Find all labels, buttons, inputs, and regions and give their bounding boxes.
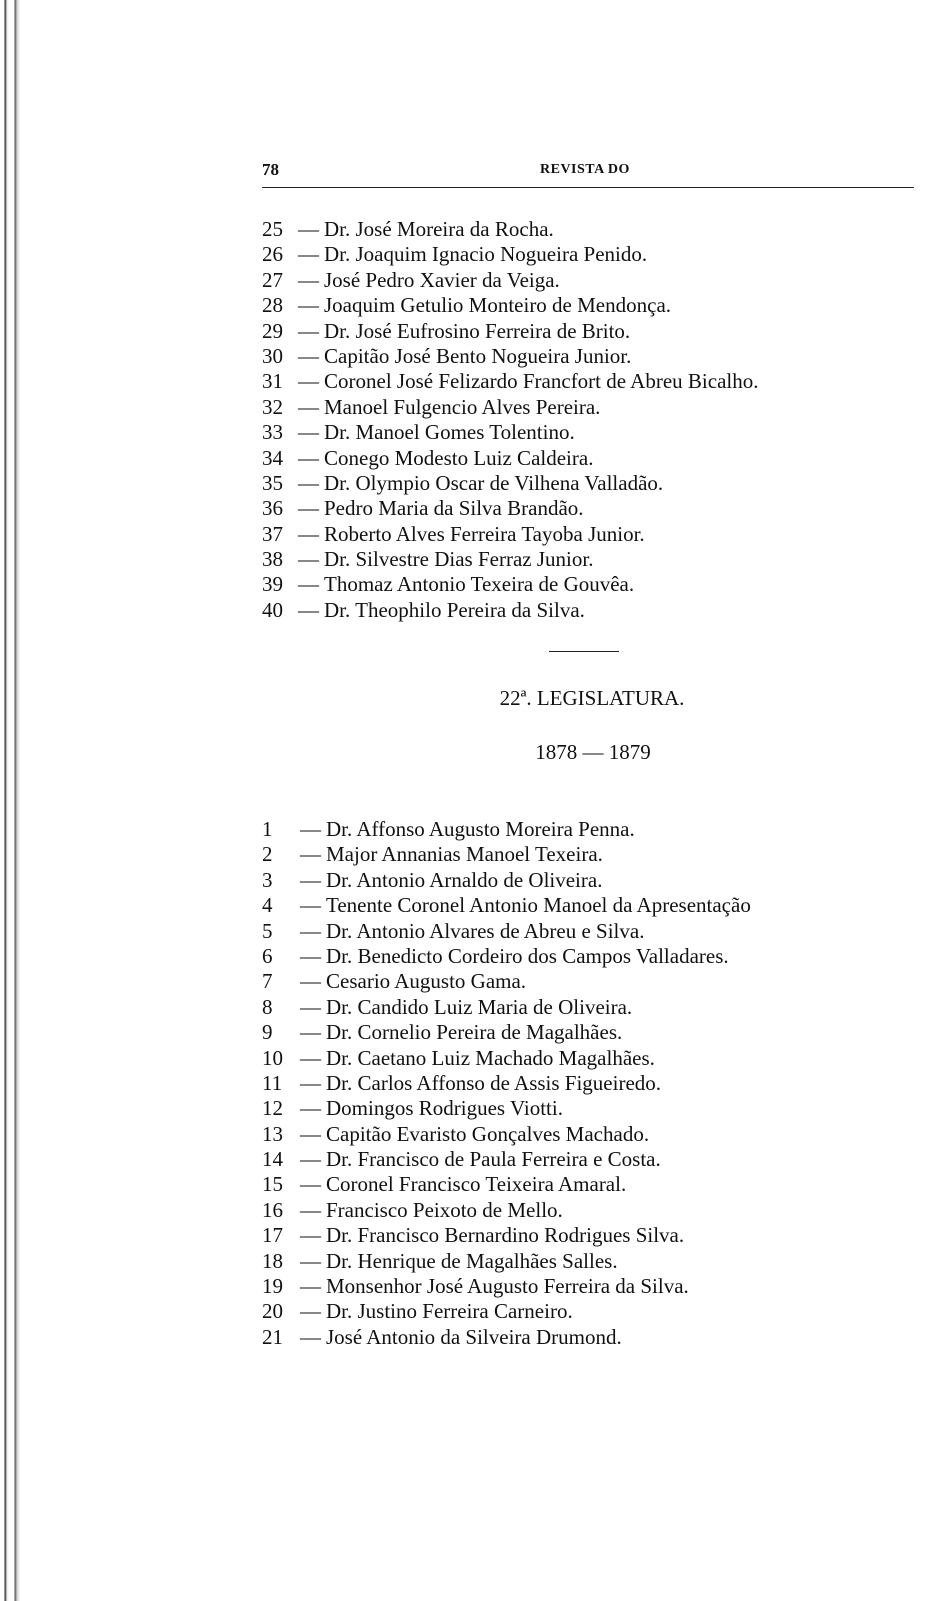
- entry-dash: —: [300, 1274, 321, 1299]
- entry-name: Roberto Alves Ferreira Tayoba Junior.: [324, 521, 645, 546]
- entry-number: 4: [262, 893, 273, 918]
- entry-name: Dr. Justino Ferreira Carneiro.: [326, 1299, 573, 1324]
- entry-dash: —: [300, 994, 321, 1019]
- list-item: [262, 1147, 751, 1172]
- entry-name: Joaquim Getulio Monteiro de Mendonça.: [324, 293, 672, 318]
- entry-number: 28: [262, 293, 283, 318]
- list-item: [262, 1071, 751, 1096]
- entry-name: José Antonio da Silveira Drumond.: [326, 1324, 622, 1349]
- list-item: [262, 242, 758, 267]
- list-item: [262, 1274, 751, 1299]
- entry-dash: —: [298, 470, 319, 495]
- list-item: [262, 268, 758, 293]
- entry-name: Dr. Antonio Alvares de Abreu e Silva.: [326, 918, 645, 943]
- entry-dash: —: [300, 1248, 321, 1273]
- section-title: 22ª. LEGISLATURA.: [499, 686, 685, 710]
- entry-dash: —: [300, 842, 321, 867]
- entry-dash: —: [298, 445, 319, 470]
- entry-name: Monsenhor José Augusto Ferreira da Silva.: [326, 1274, 689, 1299]
- entry-number: 19: [262, 1274, 283, 1299]
- entry-number: 5: [262, 918, 273, 943]
- list-item: [262, 1122, 751, 1147]
- running-title: REVISTA DO: [540, 162, 630, 177]
- entry-name: Dr. Joaquim Ignacio Nogueira Penido.: [324, 242, 648, 267]
- list-item: [262, 496, 758, 521]
- list-item: [262, 217, 758, 242]
- entry-number: 30: [262, 343, 283, 368]
- entry-name: Domingos Rodrigues Viotti.: [326, 1096, 563, 1121]
- entry-number: 27: [262, 267, 283, 292]
- entry-name: Coronel José Felizardo Francfort de Abreu Bicalho.: [324, 369, 759, 394]
- entry-name: Thomaz Antonio Texeira de Gouvêa.: [324, 572, 635, 597]
- entry-name: Dr. Carlos Affonso de Assis Figueiredo.: [326, 1070, 662, 1095]
- entry-number: 21: [262, 1324, 283, 1349]
- member-list-legislature: [262, 817, 751, 1350]
- entry-number: 37: [262, 521, 283, 546]
- entry-number: 34: [262, 445, 283, 470]
- list-item: [262, 817, 751, 842]
- list-item: [262, 547, 758, 572]
- entry-dash: —: [300, 867, 321, 892]
- entry-name: Dr. Theophilo Pereira da Silva.: [324, 597, 585, 622]
- entry-name: Conego Modesto Luiz Caldeira.: [324, 445, 594, 470]
- section-separator: [549, 651, 619, 652]
- list-item: [262, 842, 751, 867]
- entry-number: 25: [262, 217, 283, 241]
- entry-name: José Pedro Xavier da Veiga.: [324, 267, 560, 292]
- entry-name: Cesario Augusto Gama.: [326, 969, 527, 994]
- entry-dash: —: [298, 369, 319, 394]
- entry-name: Capitão José Bento Nogueira Junior.: [324, 343, 632, 368]
- entry-dash: —: [298, 496, 319, 521]
- entry-number: 20: [262, 1299, 283, 1324]
- entry-name: Dr. Benedicto Cordeiro dos Campos Valladares.: [326, 943, 729, 968]
- entry-dash: —: [298, 394, 319, 419]
- header-rule: [262, 187, 914, 188]
- entry-dash: —: [298, 597, 319, 622]
- entry-dash: —: [300, 1096, 321, 1121]
- entry-dash: —: [298, 217, 319, 241]
- list-item: [262, 893, 751, 918]
- list-item: [262, 522, 758, 547]
- list-item: [262, 395, 758, 420]
- entry-number: 1: [262, 817, 273, 841]
- entry-name: Dr. José Eufrosino Ferreira de Brito.: [324, 318, 631, 343]
- list-item: [262, 1198, 751, 1223]
- list-item: [262, 969, 751, 994]
- entry-name: Francisco Peixoto de Mello.: [326, 1197, 563, 1222]
- entry-dash: —: [300, 1070, 321, 1095]
- entry-dash: —: [300, 1121, 321, 1146]
- entry-name: Dr. Francisco de Paula Ferreira e Costa.: [326, 1147, 661, 1172]
- entry-dash: —: [298, 267, 319, 292]
- list-item: [262, 1046, 751, 1071]
- entry-name: Manoel Fulgencio Alves Pereira.: [324, 394, 601, 419]
- member-list-continued: [262, 217, 758, 623]
- entry-number: 29: [262, 318, 283, 343]
- entry-name: Capitão Evaristo Gonçalves Machado.: [326, 1121, 650, 1146]
- entry-dash: —: [300, 1324, 321, 1349]
- entry-number: 38: [262, 547, 283, 572]
- entry-dash: —: [298, 318, 319, 343]
- entry-dash: —: [298, 343, 319, 368]
- entry-dash: —: [300, 1045, 321, 1070]
- entry-number: 39: [262, 572, 283, 597]
- entry-number: 7: [262, 969, 273, 994]
- entry-dash: —: [298, 293, 319, 318]
- entry-name: Tenente Coronel Antonio Manoel da Apresentação: [326, 893, 751, 918]
- entry-dash: —: [300, 1299, 321, 1324]
- entry-dash: —: [300, 943, 321, 968]
- entry-dash: —: [300, 969, 321, 994]
- list-item: [262, 1325, 751, 1350]
- list-item: [262, 1172, 751, 1197]
- list-item: [262, 995, 751, 1020]
- entry-name: Dr. Silvestre Dias Ferraz Junior.: [324, 547, 594, 572]
- entry-name: Dr. Cornelio Pereira de Magalhães.: [326, 1020, 623, 1045]
- entry-number: 9: [262, 1020, 273, 1045]
- entry-number: 15: [262, 1172, 283, 1197]
- entry-name: Dr. Affonso Augusto Moreira Penna.: [326, 817, 635, 841]
- list-item: [262, 1223, 751, 1248]
- entry-number: 12: [262, 1096, 283, 1121]
- list-item: [262, 446, 758, 471]
- entry-dash: —: [300, 1147, 321, 1172]
- entry-number: 31: [262, 369, 283, 394]
- entry-number: 33: [262, 420, 283, 445]
- entry-number: 18: [262, 1248, 283, 1273]
- list-item: [262, 1249, 751, 1274]
- entry-name: Pedro Maria da Silva Brandão.: [324, 496, 584, 521]
- entry-number: 14: [262, 1147, 283, 1172]
- entry-number: 26: [262, 242, 283, 267]
- entry-dash: —: [298, 242, 319, 267]
- list-item: [262, 919, 751, 944]
- list-item: [262, 1096, 751, 1121]
- entry-number: 6: [262, 943, 273, 968]
- entry-dash: —: [300, 1172, 321, 1197]
- entry-name: Dr. Caetano Luiz Machado Magalhães.: [326, 1045, 655, 1070]
- entry-dash: —: [300, 817, 321, 841]
- entry-name: Dr. Manoel Gomes Tolentino.: [324, 420, 575, 445]
- entry-dash: —: [298, 420, 319, 445]
- list-item: [262, 598, 758, 623]
- entry-name: Dr. Antonio Arnaldo de Oliveira.: [326, 867, 603, 892]
- entry-name: Major Annanias Manoel Texeira.: [326, 842, 603, 867]
- entry-dash: —: [300, 1020, 321, 1045]
- page-number: 78: [262, 160, 279, 179]
- entry-name: Dr. Henrique de Magalhães Salles.: [326, 1248, 618, 1273]
- entry-dash: —: [300, 893, 321, 918]
- entry-dash: —: [298, 547, 319, 572]
- list-item: [262, 369, 758, 394]
- list-item: [262, 344, 758, 369]
- list-item: [262, 572, 758, 597]
- entry-number: 10: [262, 1045, 283, 1070]
- list-item: [262, 1299, 751, 1324]
- page-header: [262, 160, 912, 182]
- entry-number: 2: [262, 842, 273, 867]
- entry-number: 35: [262, 470, 283, 495]
- entry-dash: —: [300, 1223, 321, 1248]
- entry-dash: —: [300, 1197, 321, 1222]
- entry-number: 3: [262, 867, 273, 892]
- entry-number: 8: [262, 994, 273, 1019]
- entry-name: Coronel Francisco Teixeira Amaral.: [326, 1172, 627, 1197]
- list-item: [262, 1020, 751, 1045]
- entry-number: 40: [262, 597, 283, 622]
- entry-name: Dr. Francisco Bernardino Rodrigues Silva.: [326, 1223, 685, 1248]
- list-item: [262, 319, 758, 344]
- list-item: [262, 471, 758, 496]
- page-binding-edge: [0, 0, 30, 1601]
- entry-dash: —: [298, 521, 319, 546]
- entry-dash: —: [298, 572, 319, 597]
- list-item: [262, 944, 751, 969]
- entry-number: 11: [262, 1070, 283, 1095]
- entry-number: 32: [262, 394, 283, 419]
- entry-dash: —: [300, 918, 321, 943]
- entry-number: 36: [262, 496, 283, 521]
- entry-number: 17: [262, 1223, 283, 1248]
- list-item: [262, 293, 758, 318]
- entry-name: Dr. Olympio Oscar de Vilhena Valladão.: [324, 470, 664, 495]
- entry-name: Dr. José Moreira da Rocha.: [324, 217, 554, 241]
- list-item: [262, 420, 758, 445]
- entry-number: 16: [262, 1197, 283, 1222]
- section-years: 1878 — 1879: [535, 740, 651, 764]
- entry-name: Dr. Candido Luiz Maria de Oliveira.: [326, 994, 633, 1019]
- entry-number: 13: [262, 1121, 283, 1146]
- list-item: [262, 868, 751, 893]
